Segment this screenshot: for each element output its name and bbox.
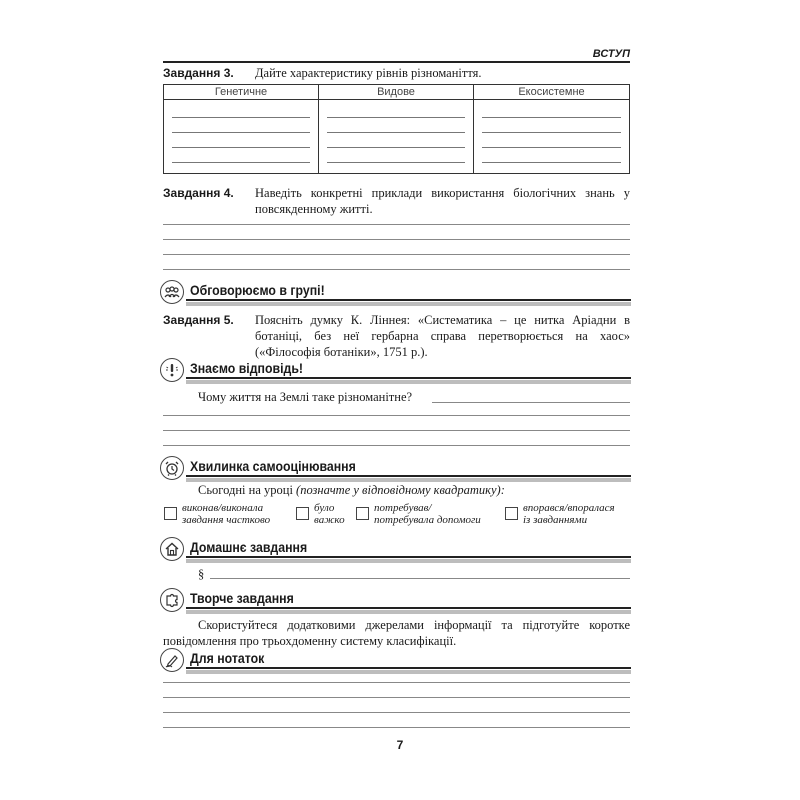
self-check-needed-help[interactable] (356, 507, 369, 520)
know-question: Чому життя на Землі таке різноманітне? (198, 390, 413, 404)
section-rule (186, 299, 631, 301)
option-line: було (314, 502, 335, 514)
task-4 (163, 185, 630, 219)
section-know-header (160, 358, 631, 382)
notes-line[interactable] (163, 682, 630, 683)
answer-line[interactable] (432, 402, 630, 403)
self-check-managed[interactable] (505, 507, 518, 520)
option-line: із завданнями (523, 514, 588, 526)
section-rule (186, 667, 631, 669)
section-rule (186, 377, 631, 379)
table-column-species (319, 85, 474, 173)
task-5 (163, 312, 630, 362)
section-self-title: Хвилинка самооцінювання (190, 458, 356, 474)
task-5-label: Завдання 5. (163, 313, 234, 327)
section-rule-shadow (186, 380, 631, 384)
table-header-species: Видове (319, 85, 473, 100)
section-notes-header (160, 648, 631, 672)
option-line: впорався/впоралася (523, 502, 615, 514)
task-3-label: Завдання 3. (163, 66, 234, 80)
section-home-header (160, 537, 631, 561)
option-line: важко (314, 514, 345, 526)
option-line: потребував/ (374, 502, 432, 514)
section-home-title: Домашнє завдання (190, 539, 308, 555)
section-rule-shadow (186, 302, 631, 306)
answer-line[interactable] (172, 132, 310, 133)
answer-line[interactable] (163, 224, 630, 225)
answer-line[interactable] (163, 415, 630, 416)
self-option-managed (523, 502, 615, 526)
paragraph-symbol: § (198, 567, 205, 581)
answer-line[interactable] (172, 117, 310, 118)
section-rule-shadow (186, 610, 631, 614)
alarm-clock-icon (160, 456, 184, 480)
section-rule-shadow (186, 670, 631, 674)
section-discuss-title: Обговорюємо в групі! (190, 282, 325, 298)
self-intro-note: (позначте у відповідному квадратику): (296, 483, 505, 497)
section-know-title: Знаємо відповідь! (190, 360, 303, 376)
pen-writing-icon (160, 648, 184, 672)
homework-line[interactable] (210, 578, 630, 579)
table-column-ecosystem (474, 85, 629, 173)
exclamation-icon (160, 358, 184, 382)
answer-line[interactable] (327, 117, 465, 118)
answer-line[interactable] (163, 269, 630, 270)
puzzle-icon (160, 588, 184, 612)
table-column-genetic (164, 85, 319, 173)
self-option-partial (182, 502, 270, 526)
answer-line[interactable] (172, 162, 310, 163)
task-3 (163, 65, 630, 81)
answer-line[interactable] (163, 254, 630, 255)
group-icon (160, 280, 184, 304)
section-creative-header (160, 588, 631, 612)
answer-line[interactable] (163, 239, 630, 240)
answer-line[interactable] (163, 445, 630, 446)
answer-line[interactable] (172, 147, 310, 148)
house-icon (160, 537, 184, 561)
table-header-genetic: Генетичне (164, 85, 318, 100)
section-rule (186, 556, 631, 558)
task-4-text: Наведіть конкретні приклади використання біологічних знань у повсякденному житті. (255, 186, 630, 216)
creative-text-content: Скористуйтеся додатковими джерелами інформації та підготуйте коротке повідомлення про трьохдоменну систему класифікації. (163, 618, 630, 648)
section-rule (186, 607, 631, 609)
task-5-text: Поясніть думку К. Ліннея: «Систематика – це нитка Аріадни в ботаніці, без неї гербарна справа перетворюється на хаос» («Філософія ботаніки», 1751 р.). (255, 313, 630, 359)
section-rule-shadow (186, 559, 631, 563)
section-discuss-header (160, 280, 631, 304)
self-intro (198, 482, 505, 498)
running-header: ВСТУП (592, 48, 630, 60)
option-line: завдання частково (182, 514, 271, 526)
table-header-ecosystem: Екосистемне (474, 85, 629, 100)
answer-line[interactable] (327, 147, 465, 148)
task-4-label: Завдання 4. (163, 186, 234, 200)
section-rule (186, 475, 631, 477)
answer-line[interactable] (482, 117, 621, 118)
self-option-difficult (314, 502, 345, 526)
self-check-difficult[interactable] (296, 507, 309, 520)
section-notes-title: Для нотаток (190, 650, 265, 666)
task-3-text: Дайте характеристику рівнів різноманіття. (255, 66, 482, 80)
header-rule (163, 61, 630, 63)
notes-line[interactable] (163, 727, 630, 728)
diversity-table (163, 84, 630, 174)
answer-line[interactable] (163, 430, 630, 431)
notes-line[interactable] (163, 697, 630, 698)
creative-text (163, 617, 630, 649)
option-line: виконав/виконала (182, 502, 264, 514)
notes-line[interactable] (163, 712, 630, 713)
self-intro-main: Сьогодні на уроці (198, 483, 293, 497)
self-option-needed-help (374, 502, 481, 526)
answer-line[interactable] (482, 162, 621, 163)
section-self-header (160, 456, 631, 480)
option-line: потребувала допомоги (374, 514, 481, 526)
section-creative-title: Творче завдання (190, 590, 294, 606)
answer-line[interactable] (327, 162, 465, 163)
page-number: 7 (396, 738, 404, 752)
self-check-partial[interactable] (164, 507, 177, 520)
answer-line[interactable] (482, 132, 621, 133)
answer-line[interactable] (327, 132, 465, 133)
answer-line[interactable] (482, 147, 621, 148)
